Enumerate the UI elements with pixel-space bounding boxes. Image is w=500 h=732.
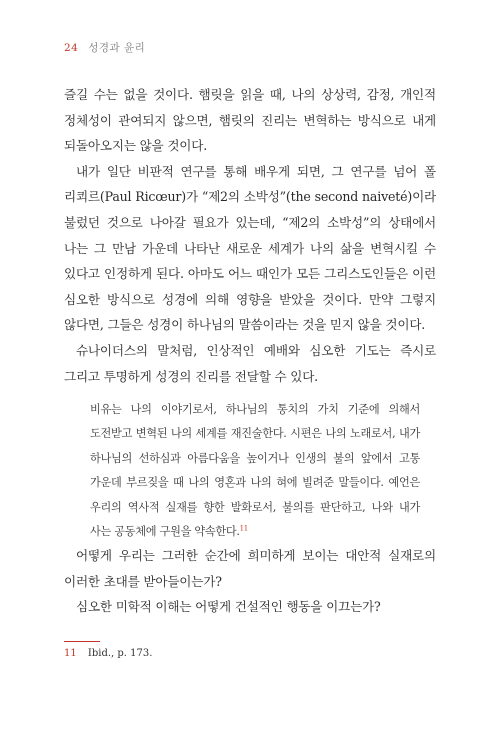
block-quote-text xyxy=(90,398,420,544)
footnote xyxy=(64,648,152,659)
block-quote-body: 비유는 나의 이야기로서, 하나님의 통치의 가치 기준에 의해서 도전받고 변혁된 나의 세계를 재진술한다. 시편은 나의 노래로서, 내가 하나님의 선하심과 아름다움을 높이거나 인생의 불의 앞에서 고통 가운데 부르짖을 때 나의 영혼과 나의 혀에 빌려준 말들이다. 예언은 우리의 역사적 실재를 향한 발화로서, 불의를 판단하고, 나와 내가 사는 공동체에 구원을 약속한다. xyxy=(90,403,420,539)
body-paragraph: 내가 일단 비판적 연구를 통해 배우게 되면, 그 연구를 넘어 폴 리쾨르(Paul Ricœur)가 “제2의 소박성”(the second naiveté)이라 불렀던 것으로 나아갈 필요가 있는데, “제2의 소박성”의 상태에서 나는 그 만남 가운데 나타난 새로운 세계가 나의 삶을 변혁시킬 수 있다고 인정하게 된다. 아마도 어느 때인가 모든 그리스도인들은 이런 심오한 방식으로 성경에 의해 영향을 받았을 것이다. 만약 그렇지 않다면, 그들은 성경이 하나님의 말씀이라는 것을 믿지 않을 것이다. xyxy=(64,163,436,333)
body-text xyxy=(64,82,436,389)
body-paragraph: 슈나이더스의 말처럼, 인상적인 예배와 심오한 기도는 즉시로 그리고 투명하게 성경의 진리를 전달할 수 있다. xyxy=(64,342,436,384)
footnote-text: Ibid., p. 173. xyxy=(87,648,153,659)
body-paragraph: 심오한 미학적 이해는 어떻게 건설적인 행동을 이끄는가? xyxy=(76,599,381,615)
closing-text xyxy=(64,543,436,620)
page-number: 24 xyxy=(64,42,79,54)
footnote-divider xyxy=(64,641,100,642)
running-header xyxy=(64,40,145,55)
footnote-number: 11 xyxy=(64,648,77,659)
chapter-title: 성경과 윤리 xyxy=(88,42,146,54)
body-paragraph: 즐길 수는 없을 것이다. 햄릿을 읽을 때, 나의 상상력, 감정, 개인적 정체성이 관여되지 않으면, 햄릿의 진리는 변혁하는 방식으로 내게 되돌아오지는 않을 것이다. xyxy=(64,87,436,154)
block-quote xyxy=(90,398,420,544)
footnote-reference[interactable]: 11 xyxy=(239,524,248,533)
body-paragraph: 어떻게 우리는 그러한 순간에 희미하게 보이는 대안적 실재로의 이러한 초대를 받아들이는가? xyxy=(64,548,436,589)
